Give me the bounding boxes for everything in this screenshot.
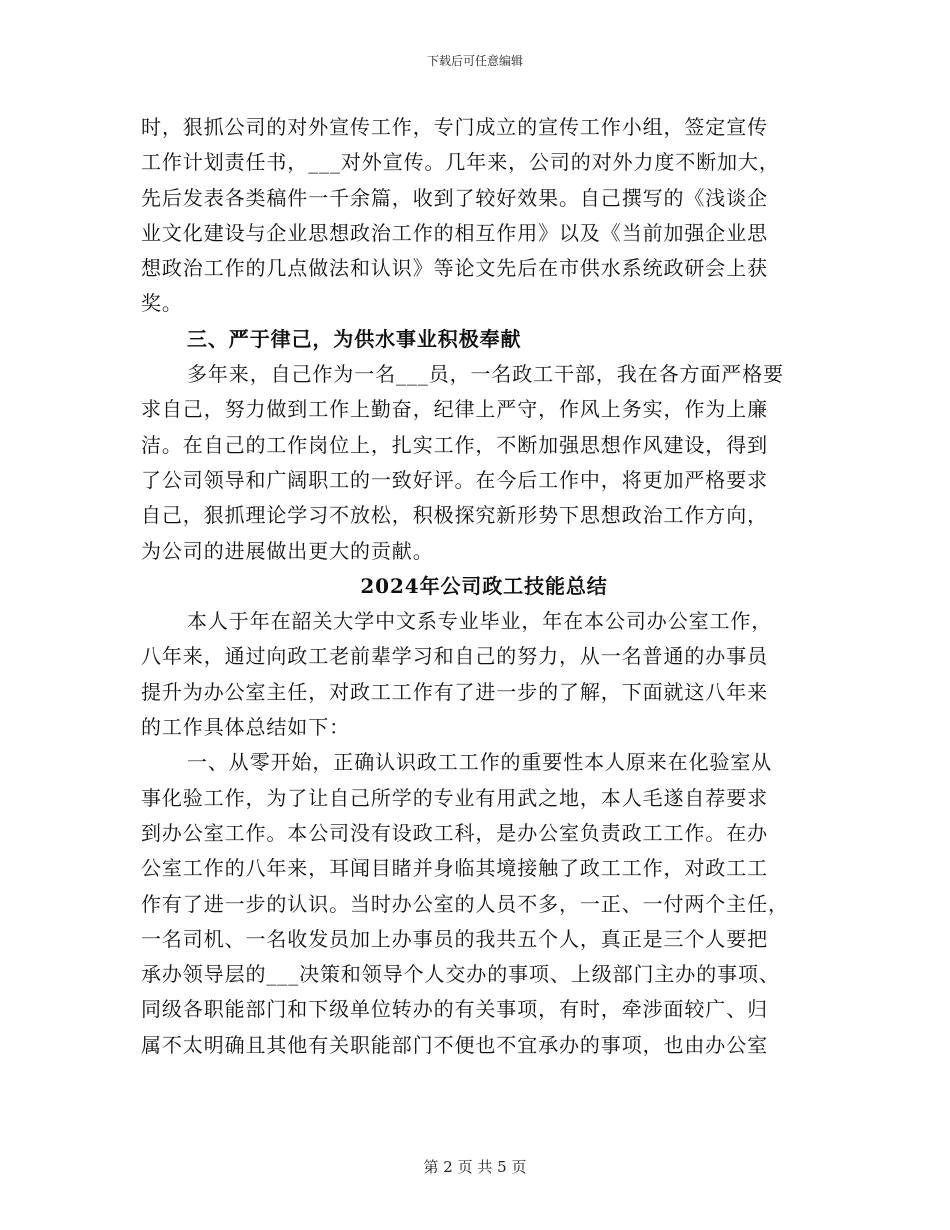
section-heading: 三、严于律己，为供水事业积极奉献	[187, 326, 522, 351]
paragraph-line: 同级各职能部门和下级单位转办的有关事项，有时，牵涉面较广、归	[141, 997, 768, 1022]
paragraph-line: 作有了进一步的认识。当时办公室的人员不多，一正、一付两个主任，	[141, 891, 789, 916]
paragraph-line: 公室工作的八年来，耳闻目睹并身临其境接触了政工工作，对政工工	[141, 856, 768, 881]
paragraph-line: 求自己，努力做到工作上勤奋，纪律上严守，作风上务实，作为上廉	[141, 397, 768, 422]
paragraph-line: 提升为办公室主任，对政工工作有了进一步的了解，下面就这八年来	[141, 679, 768, 704]
paragraph-line: 属不太明确且其他有关职能部门不便也不宜承办的事项，也由办公室	[141, 1032, 768, 1057]
paragraph-line: 了公司领导和广阔职工的一致好评。在今后工作中，将更加严格要求	[141, 467, 768, 492]
paragraph-line: 的工作具体总结如下：	[141, 715, 350, 740]
paragraph-line: 为公司的进展做出更大的贡献。	[141, 538, 434, 563]
page-footer: 第 2 页 共 5 页	[423, 1158, 527, 1176]
page-header: 下载后可任意编辑	[426, 54, 523, 68]
paragraph-line: 奖。	[141, 291, 183, 316]
paragraph-line: 承办领导层的___决策和领导个人交办的事项、上级部门主办的事项、	[141, 962, 780, 987]
paragraph-line: 八年来，通过向政工老前辈学习和自己的努力，从一名普通的办事员	[141, 644, 768, 669]
paragraph-line: 自己，狠抓理论学习不放松，积极探究新形势下思想政治工作方向，	[141, 503, 768, 528]
paragraph-line: 工作计划责任书，___对外宣传。几年来，公司的对外力度不断加大，	[141, 150, 780, 175]
paragraph-line: 多年来，自己作为一名___员，一名政工干部，我在各方面严格要	[187, 362, 784, 387]
document-body	[141, 110, 807, 1063]
paragraph-line: 到办公室工作。本公司没有设政工科，是办公室负责政工工作。在办	[141, 820, 768, 845]
paragraph-line: 想政治工作的几点做法和认识》等论文先后在市供水系统政研会上获	[141, 256, 768, 281]
paragraph-line: 本人于年在韶关大学中文系专业毕业，年在本公司办公室工作，	[187, 609, 773, 634]
paragraph-line: 先后发表各类稿件一千余篇，收到了较好效果。自己撰写的《浅谈企	[141, 185, 768, 210]
paragraph-line: 洁。在自己的工作岗位上，扎实工作，不断加强思想作风建设，得到	[141, 432, 768, 457]
paragraph-line: 一名司机、一名收发员加上办事员的我共五个人，真正是三个人要把	[141, 926, 768, 951]
paragraph-line: 业文化建设与企业思想政治工作的相互作用》以及《当前加强企业思	[141, 220, 768, 245]
document-title: 2024年公司政工技能总结	[360, 573, 608, 598]
paragraph-line: 事化验工作，为了让自己所学的专业有用武之地，本人毛遂自荐要求	[141, 785, 768, 810]
paragraph-line: 一、从零开始，正确认识政工工作的重要性本人原来在化验室从	[187, 750, 773, 775]
paragraph-line: 时，狠抓公司的对外宣传工作，专门成立的宣传工作小组，签定宣传	[141, 115, 768, 139]
